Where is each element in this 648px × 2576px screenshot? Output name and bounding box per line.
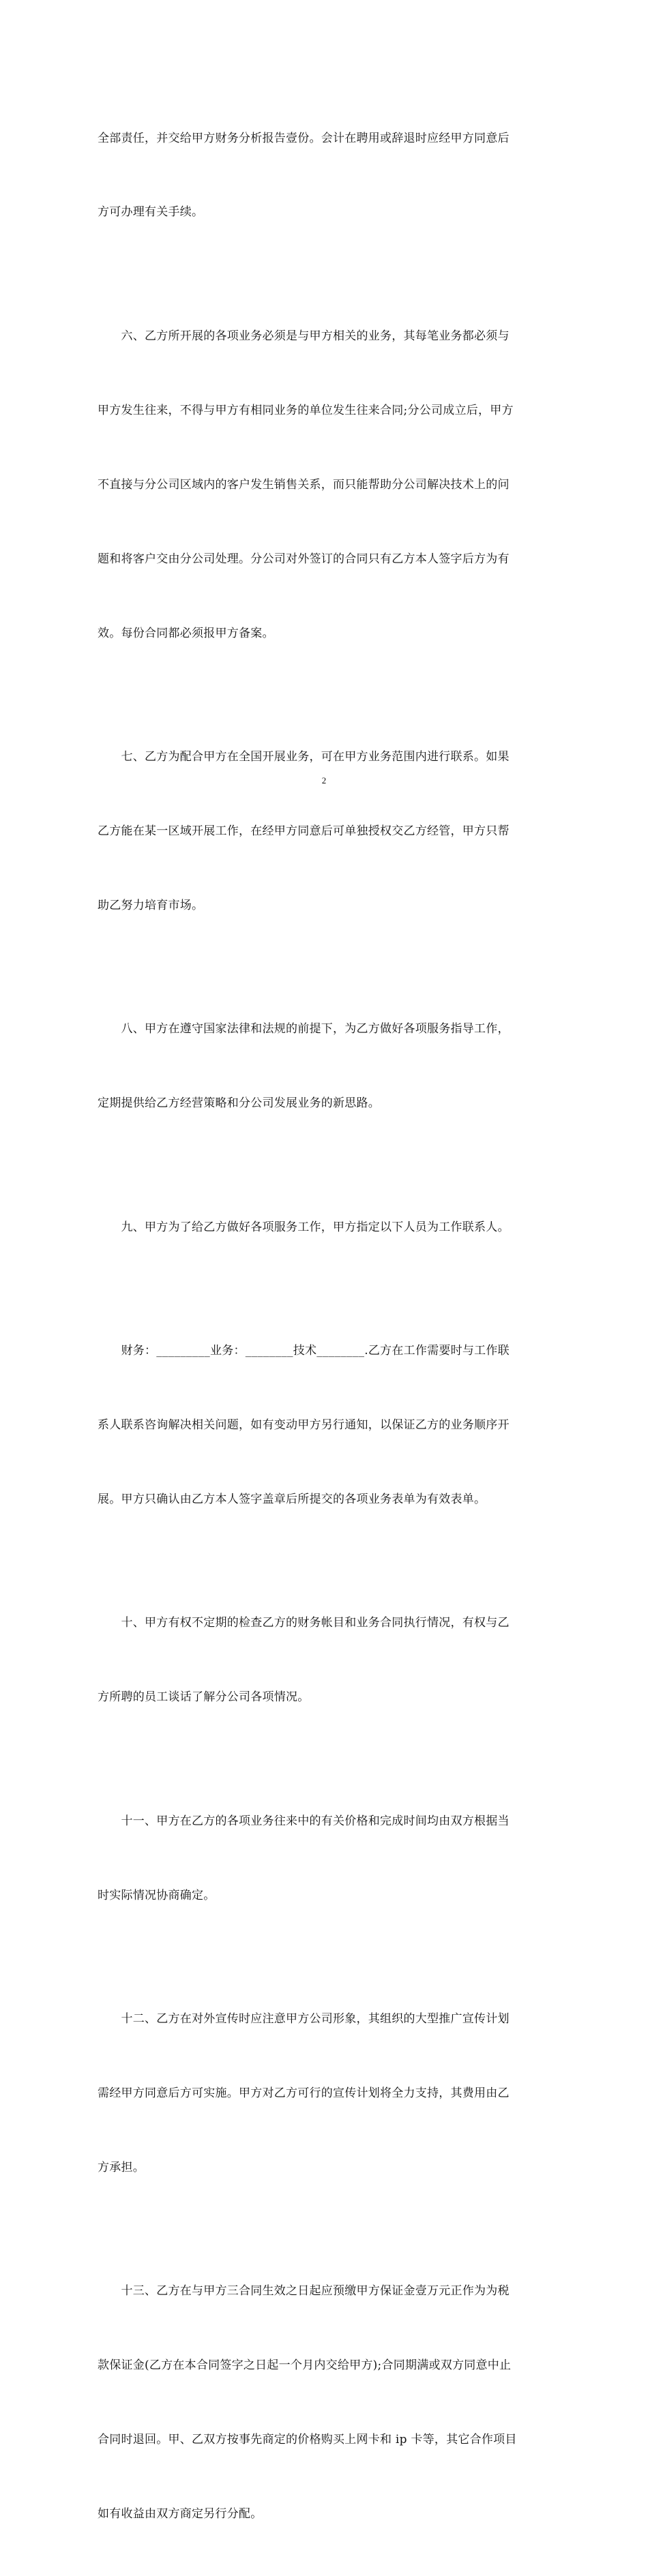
- text-line: 全部责任，并交给甲方财务分析报告壹份。会计在聘用或辞退时应经甲方同意后: [98, 131, 510, 145]
- text-line: 如有收益由双方商定另行分配。: [98, 2507, 263, 2521]
- text-line: 甲方发生往来，不得与甲方有相同业务的单位发生往来合同;分公司成立后，甲方: [98, 403, 514, 417]
- text-line: 六、乙方所开展的各项业务必须是与甲方相关的业务，其每笔业务都必须与: [98, 329, 510, 343]
- text-line: 效。每份合同都必须报甲方备案。: [98, 626, 274, 640]
- text-line: 十三、乙方在与甲方三合同生效之日起应预缴甲方保证金壹万元正作为为税: [98, 2284, 510, 2298]
- page-number: 2: [321, 775, 327, 785]
- text-line: 合同时退回。甲、乙双方按事先商定的价格购买上网卡和 ip 卡等，其它合作项目: [98, 2433, 517, 2447]
- text-line: 方可办理有关手续。: [98, 205, 204, 220]
- document-body: [98, 76, 552, 2576]
- text-line: 不直接与分公司区域内的客户发生销售关系，而只能帮助分公司解决技术上的问: [98, 477, 510, 492]
- text-line: 时实际情况协商确定。: [98, 1888, 216, 1902]
- text-line: 款保证金(乙方在本合同签字之日起一个月内交给甲方);合同期满或双方同意中止: [98, 2358, 512, 2373]
- text-line: 需经甲方同意后方可实施。甲方对乙方可行的宣传计划将全力支持，其费用由乙: [98, 2086, 510, 2101]
- paragraph-clause-13: [98, 2230, 552, 2576]
- text-line: 系人联系咨询解决相关问题，如有变动甲方另行通知，以保证乙方的业务顺序开: [98, 1418, 510, 1433]
- text-line: 九、甲方为了给乙方做好各项服务工作，甲方指定以下人员为工作联系人。: [98, 1220, 510, 1234]
- paragraph-clause-7: [98, 695, 552, 967]
- text-line: 乙方能在某一区域开展工作，在经甲方同意后可单独授权交乙方经管，甲方只帮: [98, 824, 510, 838]
- text-line: 财务：_________业务：________技术________.乙方在工作需要时与工作联: [98, 1344, 510, 1358]
- text-line: 方所聘的员工谈话了解分公司各项情况。: [98, 1690, 310, 1705]
- text-line: 七、乙方为配合甲方在全国开展业务，可在甲方业务范围内进行联系。如果: [98, 750, 510, 764]
- text-line: 方承担。: [98, 2160, 145, 2174]
- text-line: 助乙努力培育市场。: [98, 898, 204, 912]
- paragraph-clause-10: [98, 1561, 552, 1759]
- text-line: 定期提供给乙方经营策略和分公司发展业务的新思路。: [98, 1096, 380, 1111]
- paragraph-clause-8: [98, 968, 552, 1165]
- paragraph-clause-11: [98, 1759, 552, 1957]
- text-line: 展。甲方只确认由乙方本人签字盖章后所提交的各项业务表单为有效表单。: [98, 1492, 486, 1506]
- paragraph-clause-12: [98, 1958, 552, 2230]
- paragraph-clause-6: [98, 274, 552, 695]
- text-line: 八、甲方在遵守国家法律和法规的前提下，为乙方做好各项服务指导工作，: [98, 1022, 510, 1036]
- text-line: 十一、甲方在乙方的各项业务往来中的有关价格和完成时间均由双方根据当: [98, 1814, 510, 1828]
- text-line: 十、甲方有权不定期的检查乙方的财务帐目和业务合同执行情况，有权与乙: [98, 1616, 510, 1630]
- text-line: 十二、乙方在对外宣传时应注意甲方公司形象，其组织的大型推广宣传计划: [98, 2012, 510, 2026]
- paragraph-clause-9: [98, 1165, 552, 1289]
- text-line: 题和将客户交由分公司处理。分公司对外签订的合同只有乙方本人签字后方为有: [98, 552, 510, 566]
- paragraph-accounting-responsibility: [98, 76, 552, 274]
- paragraph-contacts: [98, 1289, 552, 1561]
